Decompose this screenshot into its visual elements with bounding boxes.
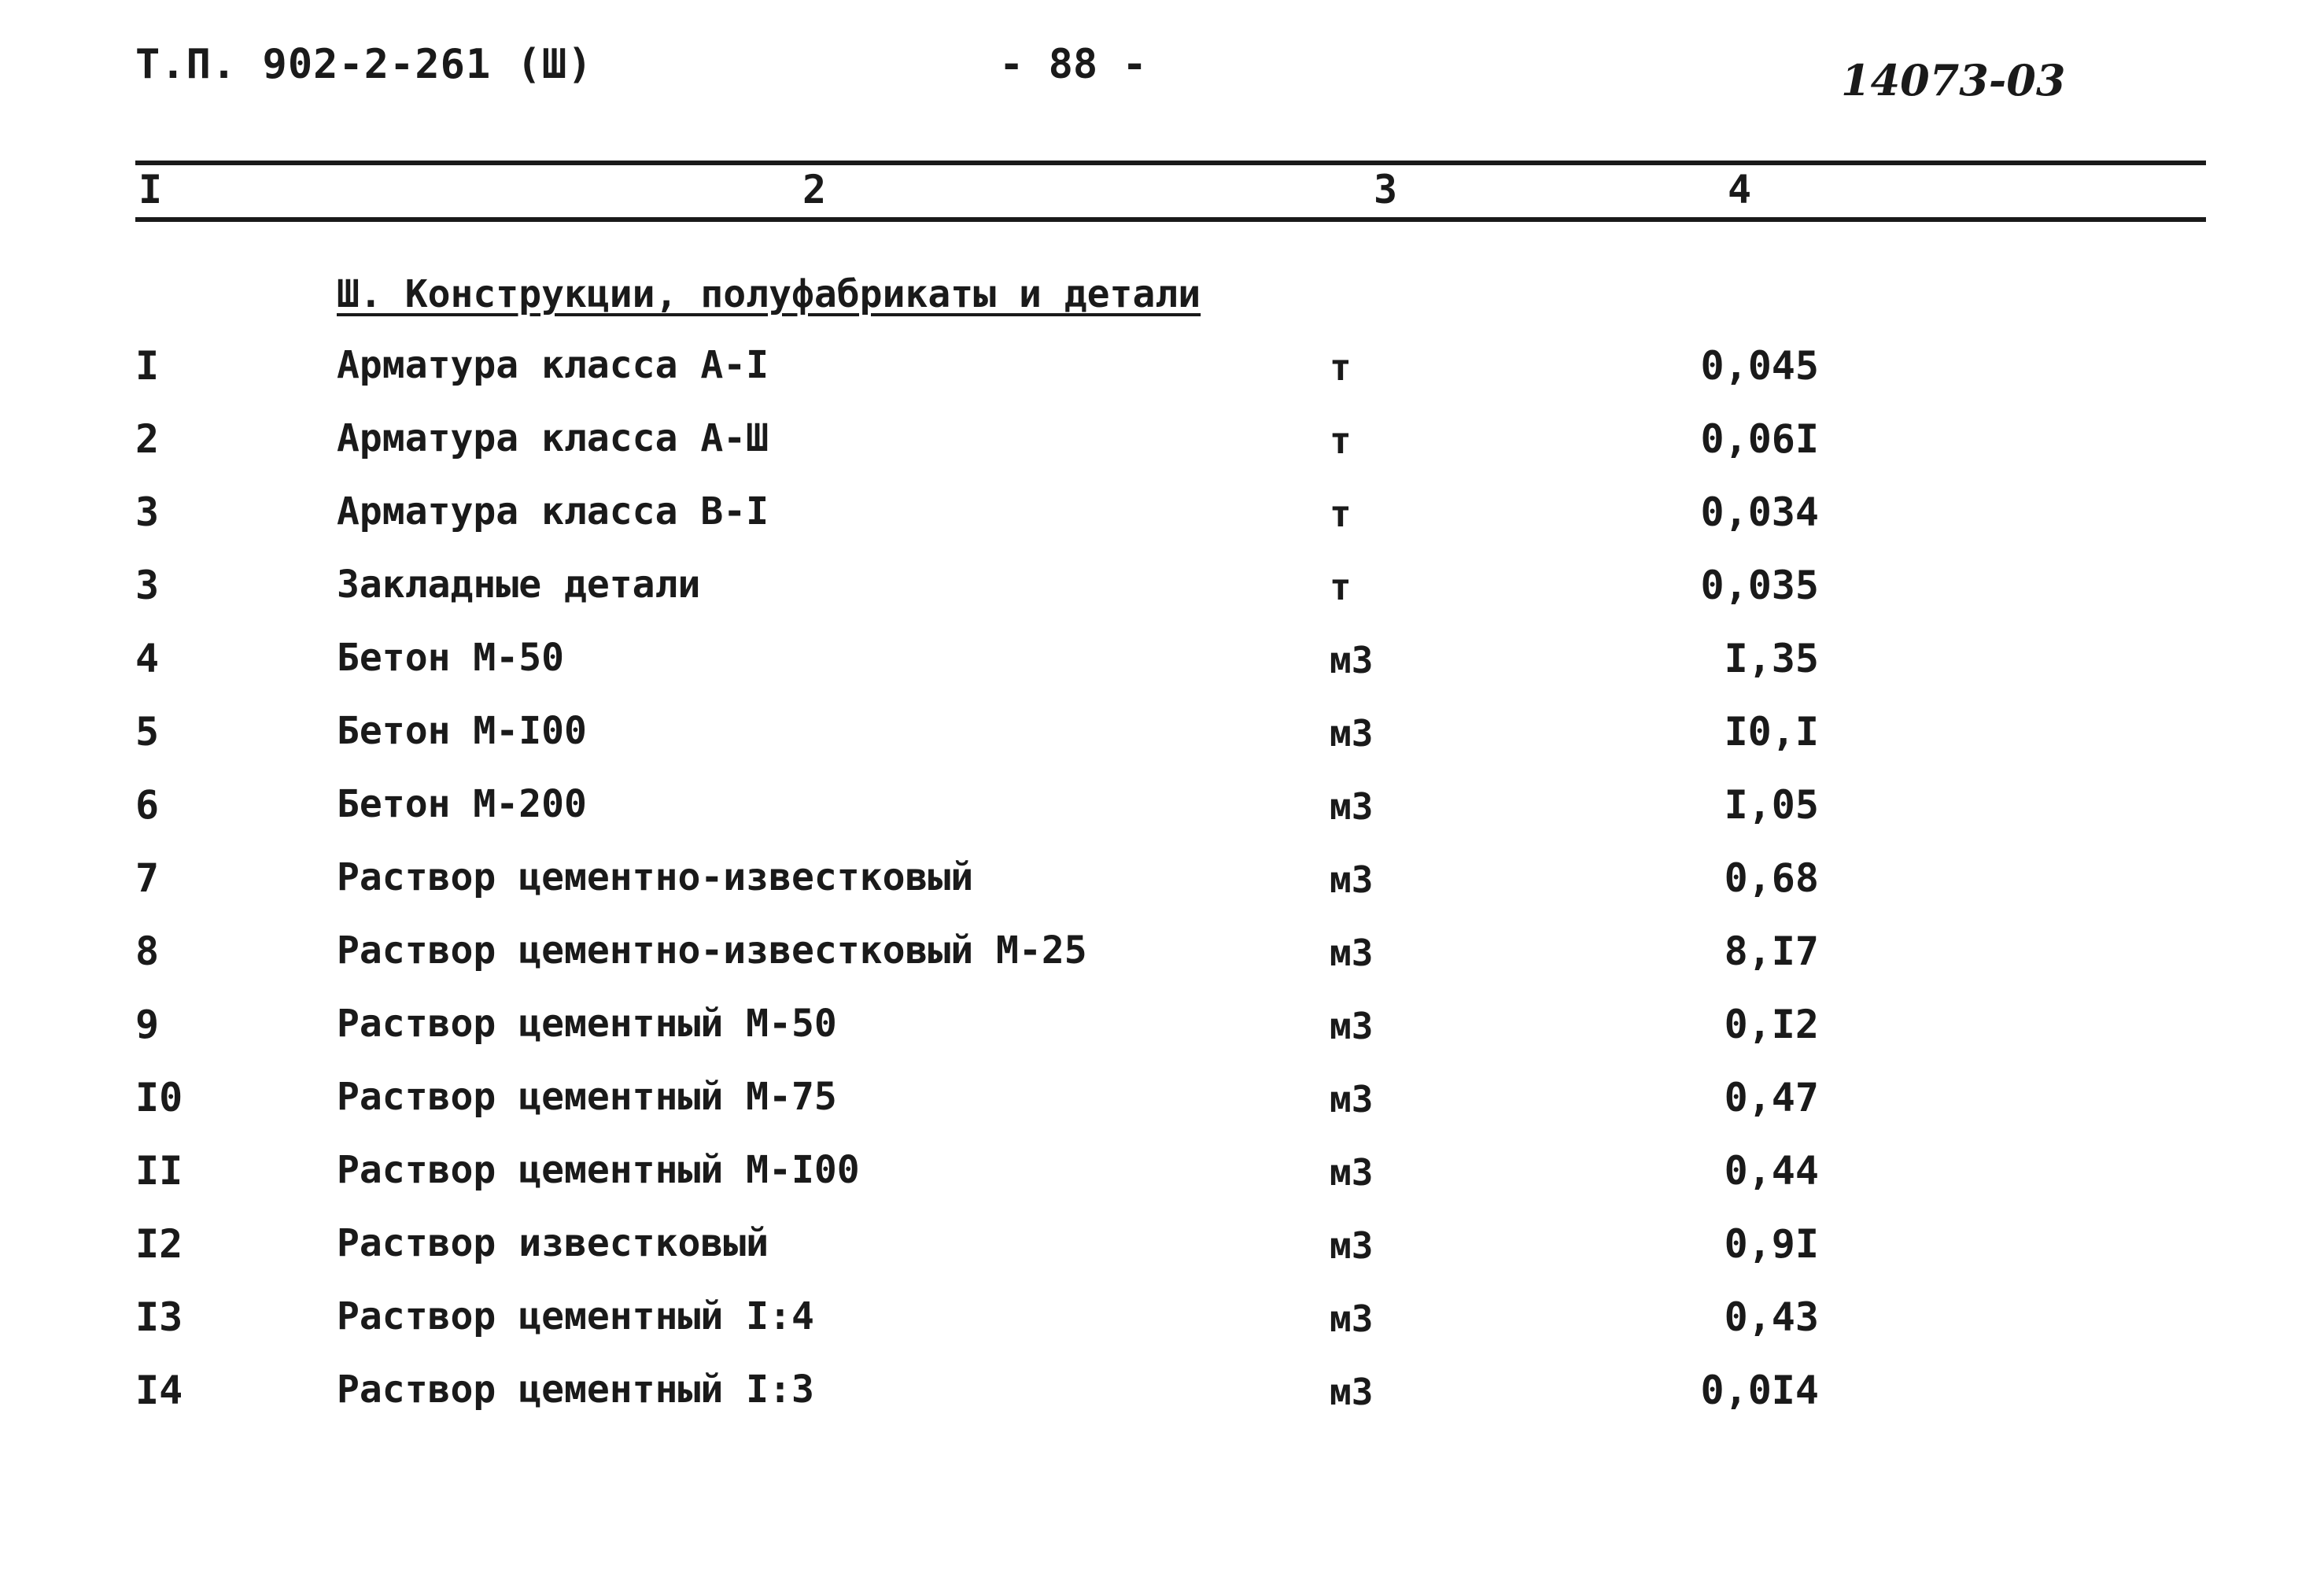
row-number: I4	[135, 1368, 183, 1413]
row-name: Закладные детали	[337, 563, 701, 607]
row-number: I	[135, 343, 160, 389]
row-name: Арматура класса А-Ш	[337, 416, 769, 460]
row-value: 0,43	[1724, 1294, 1819, 1340]
table-row	[0, 563, 2324, 626]
row-unit: м3	[1330, 1224, 1374, 1267]
row-unit: м3	[1330, 1005, 1374, 1047]
table-header-rule	[135, 217, 2206, 222]
row-name: Раствор известковый	[337, 1221, 769, 1265]
row-value: 0,44	[1724, 1148, 1819, 1194]
table-row	[0, 855, 2324, 918]
row-unit: м3	[1330, 1078, 1374, 1120]
row-value: 8,I7	[1724, 928, 1819, 974]
row-value: I,35	[1724, 636, 1819, 681]
row-number: 3	[135, 563, 160, 608]
row-number: I3	[135, 1294, 183, 1340]
row-unit: м3	[1330, 932, 1374, 974]
row-value: 0,045	[1700, 343, 1819, 389]
table-row	[0, 343, 2324, 406]
column-number-3: 3	[1374, 167, 1398, 212]
row-unit: м3	[1330, 1298, 1374, 1340]
row-name: Раствор цементный I:3	[337, 1368, 814, 1412]
table-row	[0, 636, 2324, 699]
row-number: 6	[135, 782, 160, 828]
row-number: 4	[135, 636, 160, 681]
row-value: 0,I2	[1724, 1002, 1819, 1047]
row-unit: м3	[1330, 785, 1374, 828]
row-name: Раствор цементный I:4	[337, 1294, 814, 1338]
row-value: 0,035	[1700, 563, 1819, 608]
table-top-rule	[135, 161, 2206, 165]
row-unit: т	[1330, 419, 1352, 462]
row-name: Бетон М-200	[337, 782, 587, 826]
row-value: 0,034	[1700, 489, 1819, 535]
archive-number: 14073-03	[1841, 55, 2066, 105]
row-name: Раствор цементно-известковый М-25	[337, 928, 1087, 973]
column-number-2: 2	[802, 167, 827, 212]
row-unit: т	[1330, 566, 1352, 608]
row-number: 3	[135, 489, 160, 535]
row-name: Раствор цементный М-50	[337, 1002, 837, 1046]
row-number: 5	[135, 709, 160, 755]
table-row	[0, 1368, 2324, 1430]
table-row	[0, 928, 2324, 991]
table-row	[0, 1075, 2324, 1138]
row-number: I0	[135, 1075, 183, 1120]
row-number: 8	[135, 928, 160, 974]
section-title: Ш. Конструкции, полуфабрикаты и детали	[337, 272, 1201, 316]
table-row	[0, 782, 2324, 845]
table-row	[0, 416, 2324, 479]
row-number: 9	[135, 1002, 160, 1047]
row-name: Раствор цементный М-I00	[337, 1148, 860, 1192]
row-number: I2	[135, 1221, 183, 1267]
column-number-1: I	[138, 167, 163, 212]
page-number: - 88 -	[999, 41, 1147, 88]
row-unit: т	[1330, 493, 1352, 535]
row-name: Раствор цементно-известковый	[337, 855, 974, 899]
row-value: 0,0I4	[1700, 1368, 1819, 1413]
row-unit: м3	[1330, 712, 1374, 755]
row-unit: м3	[1330, 858, 1374, 901]
column-number-4: 4	[1728, 167, 1752, 212]
row-name: Бетон М-50	[337, 636, 564, 680]
row-value: I,05	[1724, 782, 1819, 828]
row-number: 2	[135, 416, 160, 462]
table-row	[0, 709, 2324, 772]
row-unit: т	[1330, 346, 1352, 389]
row-name: Раствор цементный М-75	[337, 1075, 837, 1119]
row-name: Арматура класса В-I	[337, 489, 769, 533]
table-row	[0, 1221, 2324, 1284]
row-name: Арматура класса А-I	[337, 343, 769, 387]
row-number: 7	[135, 855, 160, 901]
row-value: I0,I	[1724, 709, 1819, 755]
row-unit: м3	[1330, 639, 1374, 681]
row-name: Бетон М-I00	[337, 709, 587, 753]
row-value: 0,47	[1724, 1075, 1819, 1120]
doc-code: Т.П. 902-2-261 (Ш)	[135, 41, 593, 88]
row-number: II	[135, 1148, 183, 1194]
row-value: 0,68	[1724, 855, 1819, 901]
table-row	[0, 1294, 2324, 1357]
row-value: 0,9I	[1724, 1221, 1819, 1267]
row-unit: м3	[1330, 1371, 1374, 1413]
row-value: 0,06I	[1700, 416, 1819, 462]
row-unit: м3	[1330, 1151, 1374, 1194]
table-row	[0, 1148, 2324, 1211]
table-row	[0, 489, 2324, 552]
table-row	[0, 1002, 2324, 1065]
